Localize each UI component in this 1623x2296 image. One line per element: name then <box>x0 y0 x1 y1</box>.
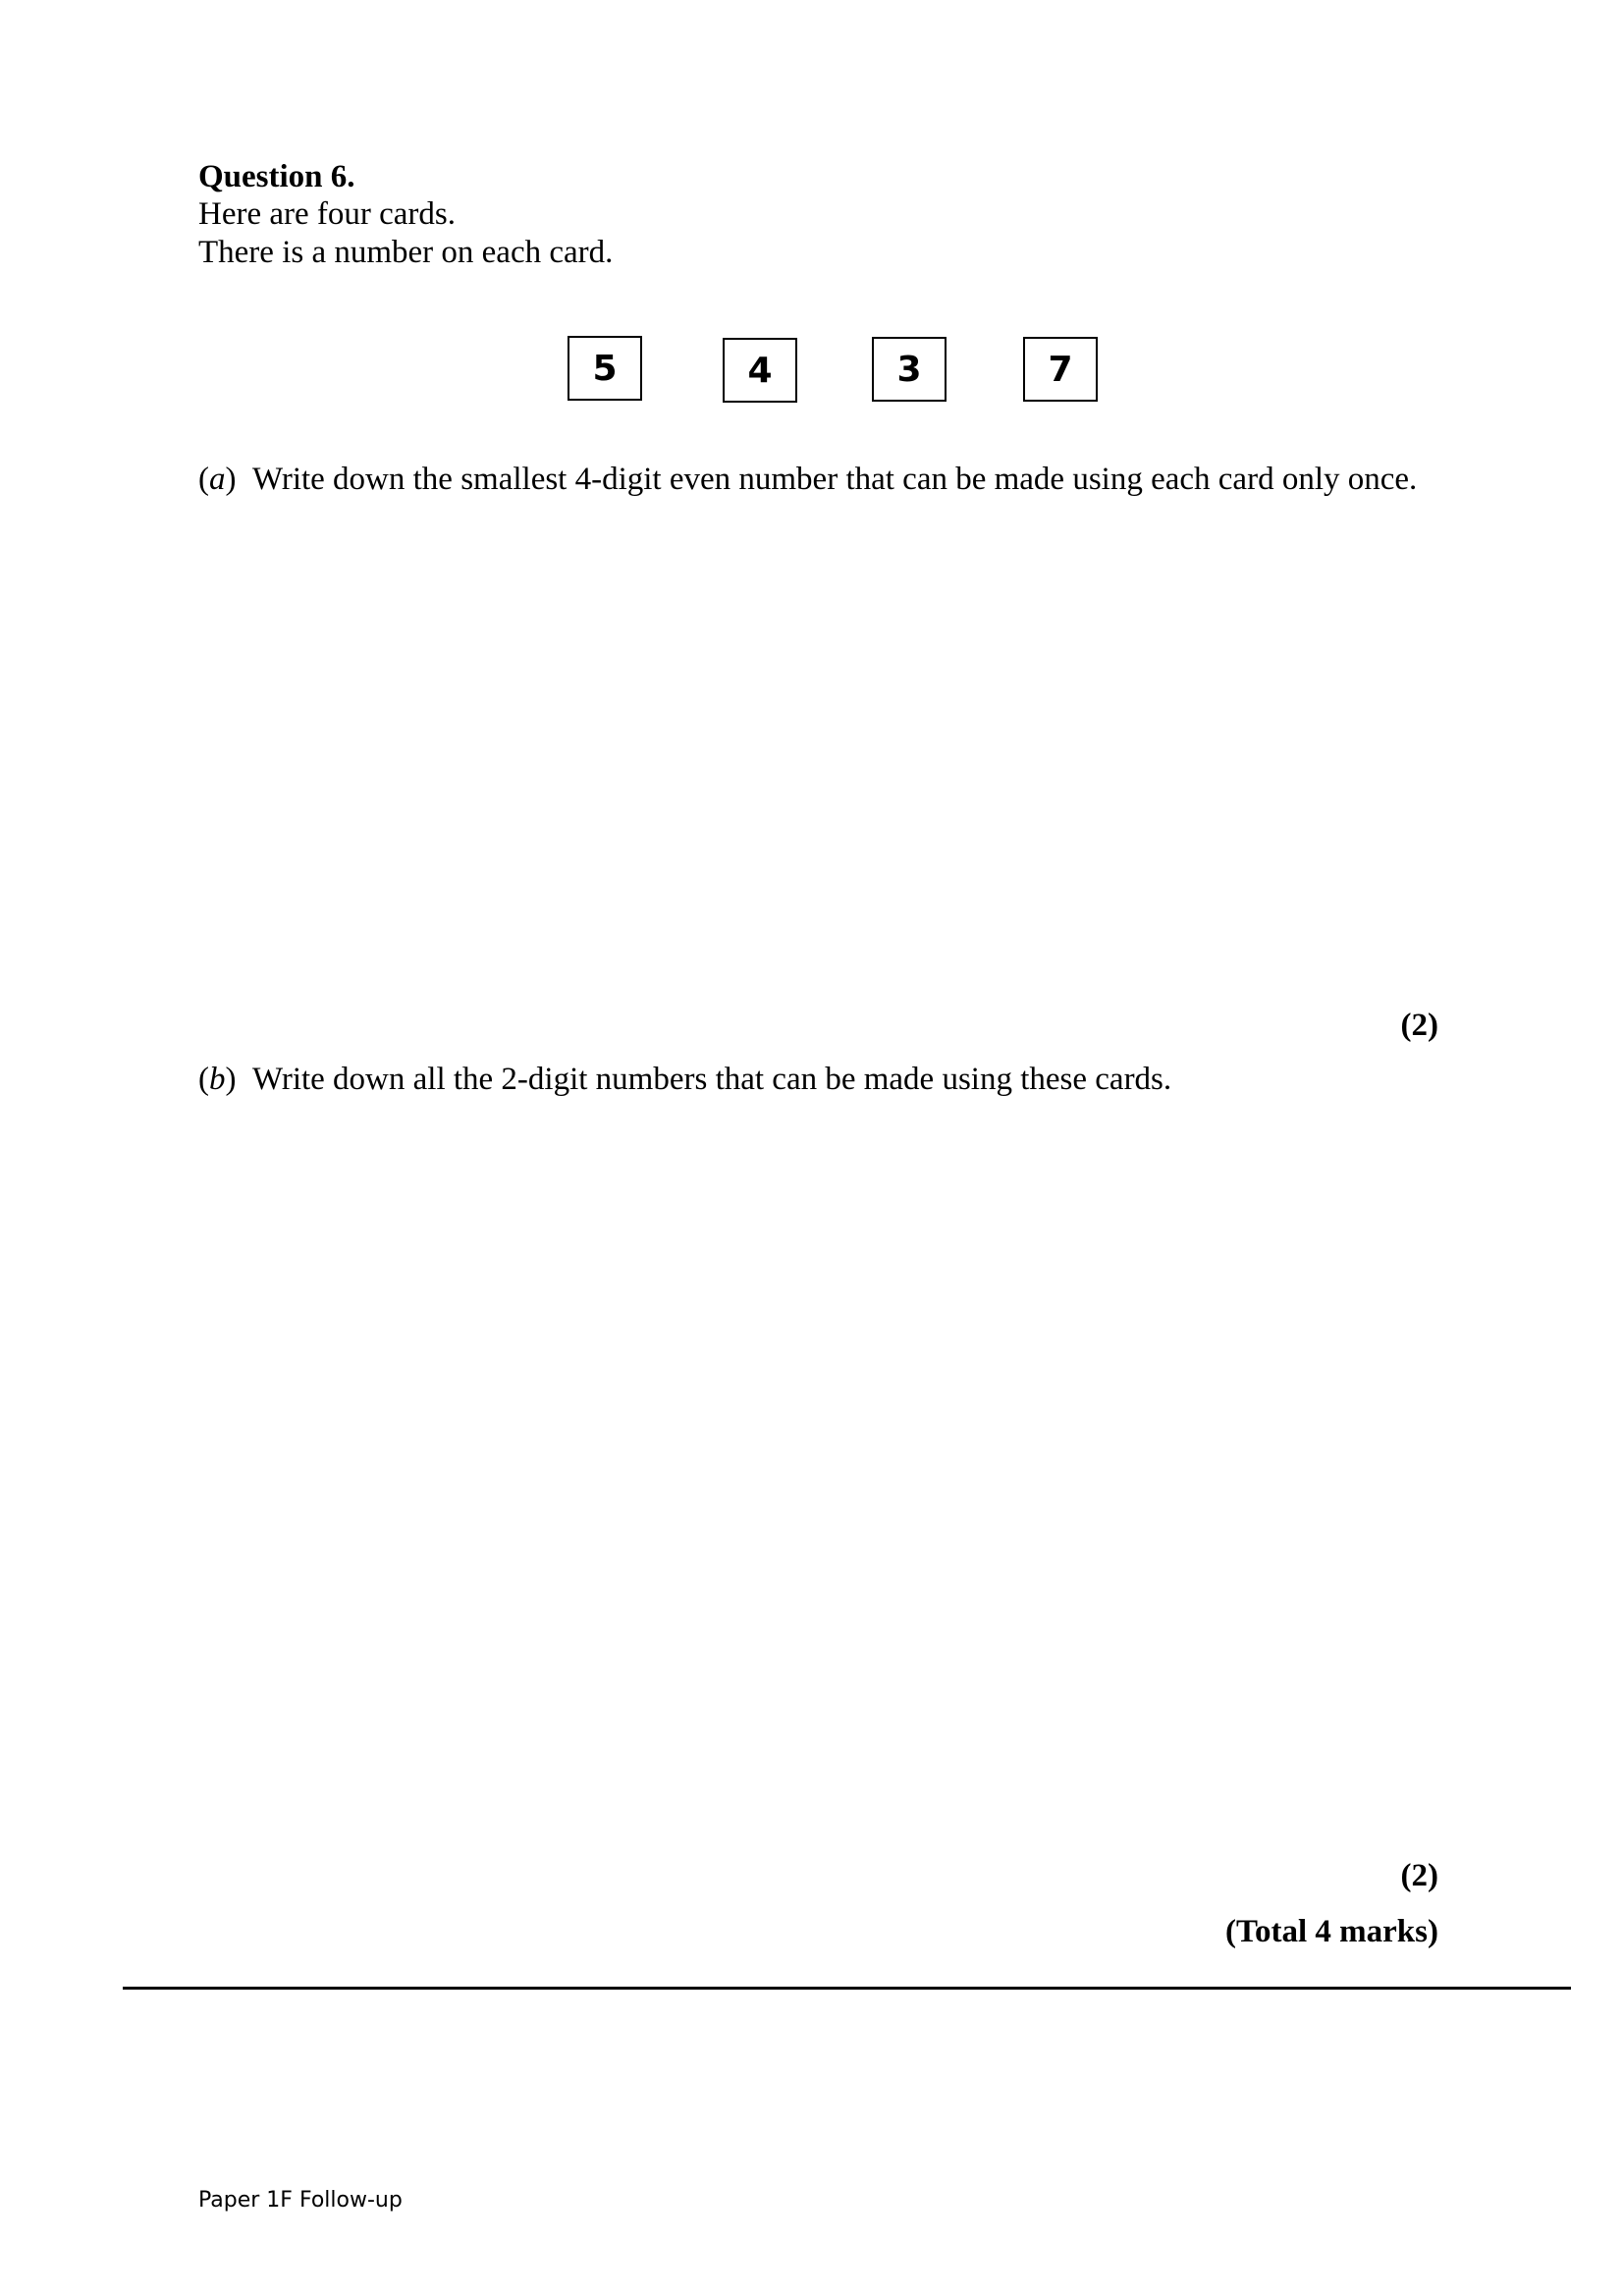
part-a-marks: (2) <box>1400 1008 1438 1043</box>
divider-rule <box>123 1987 1571 1990</box>
part-b-question <box>198 1061 1435 1099</box>
part-b-marks: (2) <box>1400 1858 1438 1893</box>
total-marks: (Total 4 marks) <box>1225 1914 1438 1949</box>
part-a-label: (a) <box>198 462 237 497</box>
number-card-3: 3 <box>872 337 947 402</box>
part-a-question <box>198 461 1435 499</box>
question-intro <box>198 195 613 272</box>
part-a-text: Write down the smallest 4-digit even number that can be made using each card only once. <box>252 462 1418 497</box>
part-b-text: Write down all the 2-digit numbers that can be made using these cards. <box>252 1062 1172 1097</box>
question-title: Question 6. <box>198 159 355 194</box>
number-card-1: 5 <box>568 336 642 401</box>
intro-line-2: There is a number on each card. <box>198 235 614 270</box>
intro-line-1: Here are four cards. <box>198 196 457 232</box>
number-card-2: 4 <box>723 338 797 403</box>
part-b-label: (b) <box>198 1062 237 1097</box>
page-footer: Paper 1F Follow-up <box>198 2188 403 2213</box>
number-card-4: 7 <box>1023 337 1098 402</box>
